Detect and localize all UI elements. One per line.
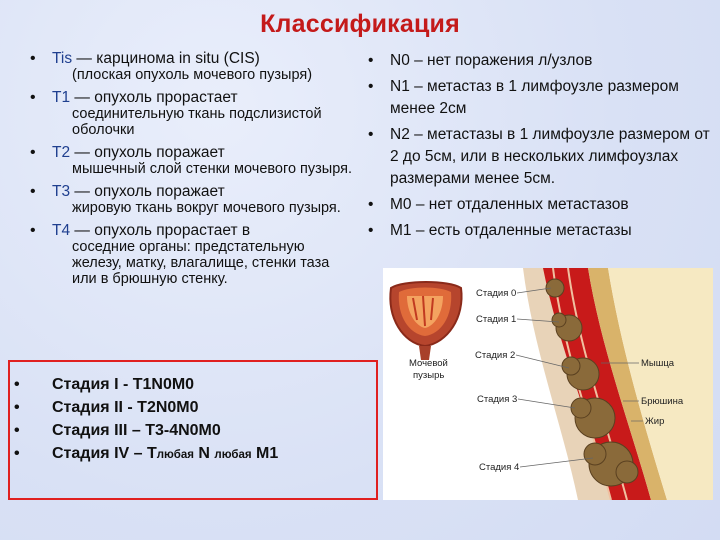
stages-list (14, 373, 278, 467)
stage-text: Стадия II - T2N0M0 (52, 399, 199, 416)
bullet: • (30, 222, 36, 239)
nm-text: M0 – нет отдаленных метастазов (390, 196, 629, 213)
bullet: • (30, 50, 36, 67)
t-lead: — опухоль прорастает в (70, 222, 251, 239)
t-description: (плоская опухоль мочевого пузыря) (72, 67, 313, 83)
stage-text-suffix: M1 (251, 445, 279, 462)
stage-text-mid: N (193, 445, 215, 462)
nm-item (368, 124, 713, 190)
bullet: • (368, 222, 374, 239)
t-code: T3 (52, 183, 71, 200)
t-description: жировую ткань вокруг мочевого пузыря. (72, 200, 341, 216)
stage-text: Стадия III – T3-4N0M0 (52, 422, 221, 439)
stage-label: Стадия 1 (476, 314, 517, 325)
t-description: соединительную ткань подслизистой оболочки (72, 106, 322, 138)
stage-item (14, 419, 278, 442)
nm-text: M1 – есть отдаленные метастазы (390, 222, 632, 239)
t-item-t1 (30, 89, 355, 138)
t-item-tis (30, 50, 355, 83)
bullet: • (30, 144, 36, 161)
nm-item (368, 194, 713, 216)
t-item-t3 (30, 183, 355, 216)
bullet: • (14, 445, 20, 462)
slide-title: Классификация (260, 10, 460, 38)
t-description: соседние органы: предстательную железу, матку, влагалище, стенки таза или в брюшную стенку. (72, 239, 330, 287)
bullet: • (14, 399, 20, 416)
nm-classification-list (368, 50, 713, 246)
nm-text: N0 – нет поражения л/узлов (390, 52, 593, 69)
stage-text-any: любая (156, 449, 194, 461)
nm-text: N1 – метастаз в 1 лимфоузле размером менее 2см (390, 78, 679, 117)
bullet: • (14, 376, 20, 393)
bladder-label: Мочевой (409, 358, 448, 369)
t-item-t4 (30, 222, 355, 287)
stage-text: Стадия I - T1N0M0 (52, 376, 195, 393)
bullet: • (368, 126, 374, 143)
layer-label-peritoneum: Брюшина (641, 396, 684, 407)
layer-label-muscle: Мышца (641, 358, 675, 369)
stage-label: Стадия 4 (479, 462, 520, 473)
layer-label-fat: Жир (645, 416, 665, 427)
bladder-cancer-stages-illustration (383, 268, 713, 500)
t-code: T1 (52, 89, 71, 106)
t-description: мышечный слой стенки мочевого пузыря. (72, 161, 353, 177)
stage-item (14, 396, 278, 419)
nm-text: N2 – метастазы в 1 лимфоузле размером от 2 до 5см, или в нескольких лимфоузлах размерами менее 5см. (390, 126, 710, 187)
t-item-t2 (30, 144, 355, 177)
t-lead: — карцинома in situ (CIS) (72, 50, 260, 67)
stage-label: Стадия 3 (477, 394, 518, 405)
t-code: Tis (52, 50, 73, 67)
illustration-svg (383, 268, 713, 500)
nm-item (368, 50, 713, 72)
stage-text-any: любая (214, 449, 252, 461)
stage-label: Стадия 0 (476, 288, 517, 299)
nm-item (368, 76, 713, 120)
bullet: • (368, 78, 374, 95)
t-classification-list (30, 50, 355, 293)
t-lead: — опухоль поражает (70, 183, 225, 200)
bullet: • (30, 183, 36, 200)
t-lead: — опухоль поражает (70, 144, 225, 161)
bullet: • (14, 422, 20, 439)
stage-item (14, 373, 278, 396)
t-lead: — опухоль прорастает (70, 89, 238, 106)
bullet: • (368, 52, 374, 69)
bladder-label: пузырь (413, 370, 445, 381)
bullet: • (368, 196, 374, 213)
t-code: T2 (52, 144, 71, 161)
t-code: T4 (52, 222, 71, 239)
stage-text-prefix: Стадия IV – T (52, 445, 157, 462)
stage-item (14, 442, 278, 467)
bullet: • (30, 89, 36, 106)
nm-item (368, 220, 713, 242)
stage-label: Стадия 2 (475, 350, 516, 361)
